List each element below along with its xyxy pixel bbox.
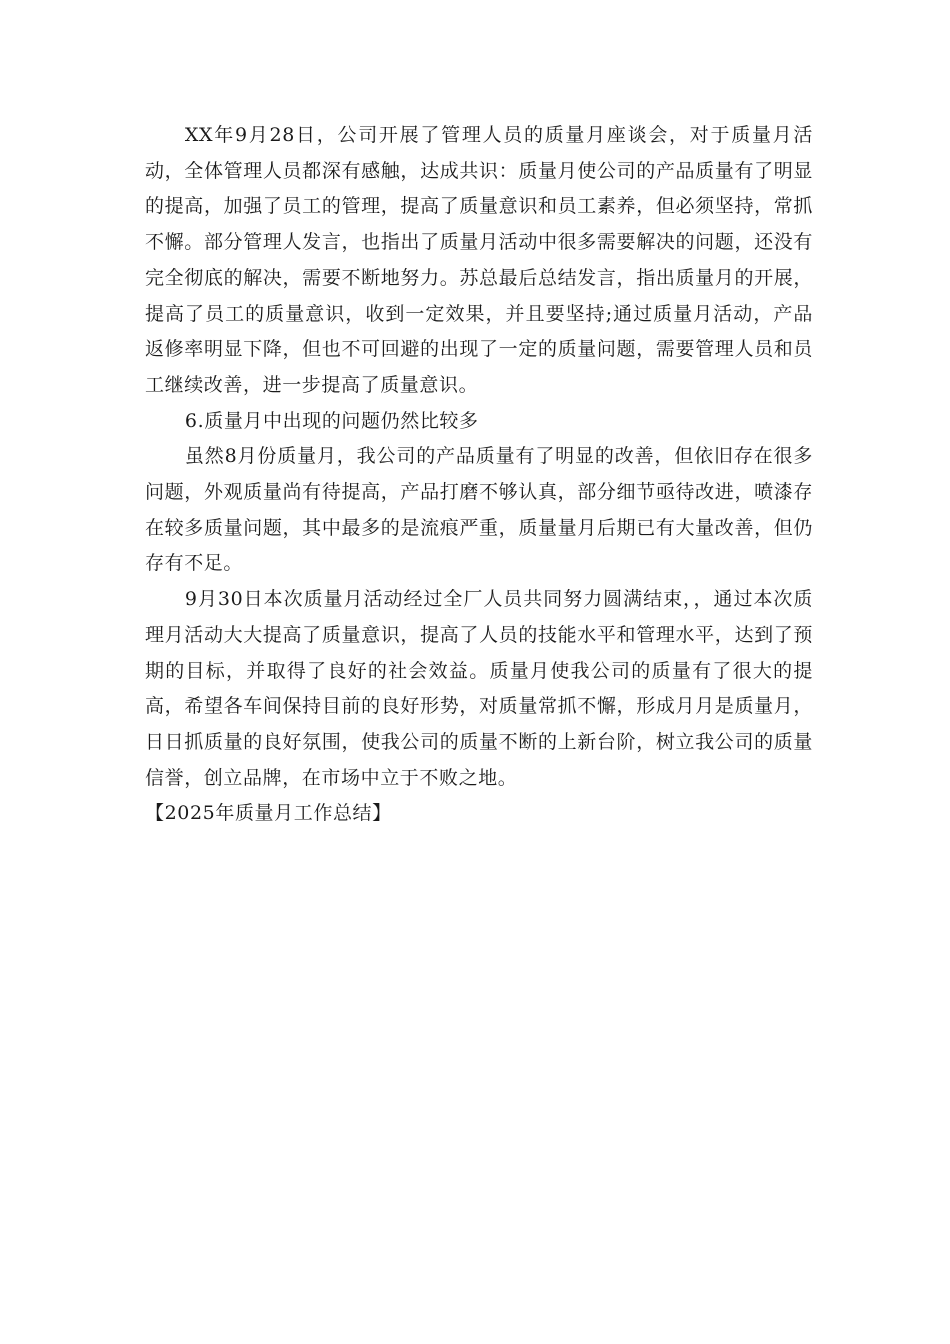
paragraph-conclusion: 9月30日本次质量月活动经过全厂人员共同努力圆满结束，，通过本次质理月活动大大提高了质量意识，提高了人员的技能水平和管理水平，达到了预期的目标，并取得了良好的社会效益。质量月使我公司的质量有了很大的提高，希望各车间保持目前的良好形势，对质量常抓不懈，形成月月是质量月，日日抓质量的良好氛围，使我公司的质量不断的上新台阶，树立我公司的质量信誉，创立品牌，在市场中立于不败之地。 — [145, 588, 813, 789]
section-heading-problems: 6.质量月中出现的问题仍然比较多 — [184, 409, 479, 432]
document-footer-title: 【2025年质量月工作总结】 — [145, 802, 392, 825]
document-body — [145, 118, 813, 832]
paragraph-meeting-summary: XX年9月28日，公司开展了管理人员的质量月座谈会，对于质量月活动，全体管理人员都深有感触，达成共识：质量月使公司的产品质量有了明显的提高，加强了员工的管理，提高了质量意识和员工素养，但必须坚持，常抓不懈。部分管理人发言，也指出了质量月活动中很多需要解决的问题，还没有完全彻底的解决，需要不断地努力。苏总最后总结发言，指出质量月的开展，提高了员工的质量意识，收到一定效果，并且要坚持;通过质量月活动，产品返修率明显下降，但也不可回避的出现了一定的质量问题，需要管理人员和员工继续改善，进一步提高了质量意识。 — [145, 124, 813, 396]
paragraph-problems: 虽然8月份质量月，我公司的产品质量有了明显的改善，但依旧存在很多问题，外观质量尚有待提高，产品打磨不够认真，部分细节亟待改进，喷漆存在较多质量问题，其中最多的是流痕严重，质量量月后期已有大量改善，但仍存有不足。 — [145, 445, 813, 575]
